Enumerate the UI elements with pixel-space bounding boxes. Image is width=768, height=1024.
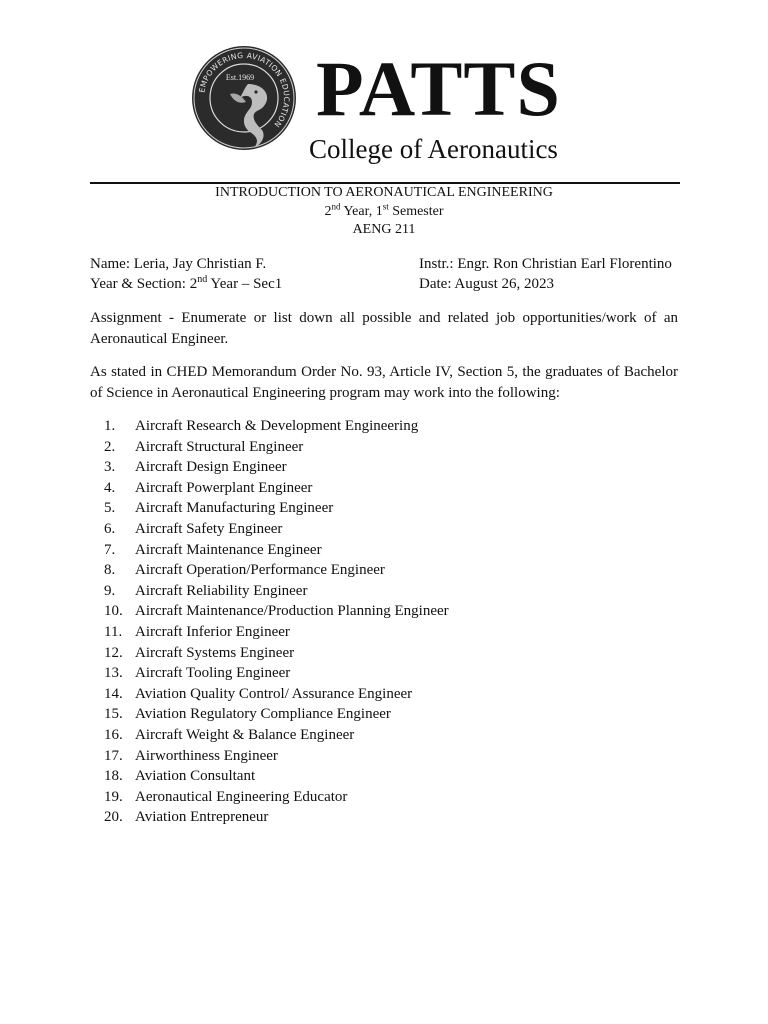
list-item-number: 19. xyxy=(104,788,123,805)
seal-ring-text: EMPOWERING AVIATION EDUCATION xyxy=(197,50,292,130)
list-item xyxy=(104,622,449,643)
list-item xyxy=(104,498,449,519)
course-year-semester: 2nd Year, 1st Semester xyxy=(324,201,444,219)
instructor-name: Instr.: Engr. Ron Christian Earl Florentino xyxy=(419,256,672,272)
list-item-text: Aircraft Maintenance/Production Planning Engineer xyxy=(135,603,449,620)
list-item-number: 11. xyxy=(104,623,123,640)
college-seal-logo xyxy=(190,44,298,152)
list-item xyxy=(104,478,449,499)
intro-paragraph: As stated in CHED Memorandum Order No. 93, Article IV, Section 5, the graduates of Bachelor of Science in Aeronautical Engineering program may work into the following: xyxy=(90,364,678,401)
list-item-text: Aircraft Structural Engineer xyxy=(135,438,304,455)
list-item-number: 7. xyxy=(104,541,116,558)
list-item xyxy=(104,704,449,725)
list-item-number: 8. xyxy=(104,562,116,579)
list-item-number: 15. xyxy=(104,706,123,723)
brand-title: PATTS xyxy=(316,45,561,132)
list-item-text: Aviation Entrepreneur xyxy=(135,809,269,826)
list-item-text: Aircraft Manufacturing Engineer xyxy=(135,500,334,517)
list-item xyxy=(104,746,449,767)
list-item-text: Aircraft Operation/Performance Engineer xyxy=(135,562,385,579)
list-item xyxy=(104,725,449,746)
list-item xyxy=(104,437,449,458)
list-item-text: Aviation Quality Control/ Assurance Engineer xyxy=(135,685,413,702)
list-item-number: 6. xyxy=(104,520,116,537)
list-item-number: 1. xyxy=(104,418,116,434)
job-opportunity-list xyxy=(104,416,449,828)
list-item-text: Airworthiness Engineer xyxy=(135,747,278,764)
list-item xyxy=(104,684,449,705)
submission-date: Date: August 26, 2023 xyxy=(419,276,554,292)
list-item-text: Aircraft Tooling Engineer xyxy=(135,665,291,682)
list-item-number: 16. xyxy=(104,726,123,743)
list-item xyxy=(104,663,449,684)
list-item-number: 3. xyxy=(104,459,116,476)
list-item xyxy=(104,540,449,561)
year-section: Year & Section: 2nd Year – Sec1 xyxy=(90,274,283,292)
course-title: INTRODUCTION TO AERONAUTICAL ENGINEERING xyxy=(215,185,553,200)
list-item xyxy=(104,601,449,622)
document-header xyxy=(0,0,768,190)
seal-est-text: Est.1969 xyxy=(225,73,255,82)
list-item xyxy=(104,787,449,808)
list-item-number: 9. xyxy=(104,582,116,599)
list-item-text: Aviation Consultant xyxy=(135,768,256,785)
list-item-number: 12. xyxy=(104,644,123,661)
list-item xyxy=(104,643,449,664)
list-item-number: 18. xyxy=(104,768,123,785)
list-item-text: Aircraft Systems Engineer xyxy=(135,644,295,661)
list-item xyxy=(104,519,449,540)
list-item-text: Aircraft Safety Engineer xyxy=(135,520,283,537)
list-item xyxy=(104,560,449,581)
header-divider xyxy=(90,182,680,184)
list-item-number: 2. xyxy=(104,438,116,455)
list-item-text: Aircraft Maintenance Engineer xyxy=(135,541,322,558)
brand-subtitle: College of Aeronautics xyxy=(309,134,558,164)
list-item-text: Aviation Regulatory Compliance Engineer xyxy=(135,706,391,723)
list-item-number: 14. xyxy=(104,685,123,702)
list-item-text: Aeronautical Engineering Educator xyxy=(135,788,348,805)
list-item-number: 5. xyxy=(104,500,116,517)
list-item-number: 4. xyxy=(104,479,116,496)
list-item xyxy=(104,581,449,602)
list-item-text: Aircraft Reliability Engineer xyxy=(135,582,308,599)
student-name: Name: Leria, Jay Christian F. xyxy=(90,256,267,272)
list-item-text: Aircraft Powerplant Engineer xyxy=(135,479,313,496)
list-item-number: 13. xyxy=(104,665,123,682)
list-item xyxy=(104,807,449,828)
list-item-text: Aircraft Research & Development Engineering xyxy=(135,418,419,434)
assignment-text: Assignment - Enumerate or list down all possible and related job opportunities/work of an Aeronautical Engineer. xyxy=(90,310,678,347)
list-item xyxy=(104,766,449,787)
list-item-text: Aircraft Design Engineer xyxy=(135,459,287,476)
list-item-number: 20. xyxy=(104,809,123,826)
list-item-text: Aircraft Inferior Engineer xyxy=(135,623,290,640)
list-item-text: Aircraft Weight & Balance Engineer xyxy=(135,726,355,743)
course-code: AENG 211 xyxy=(352,222,416,237)
list-item xyxy=(104,457,449,478)
list-item xyxy=(104,416,449,437)
list-item-number: 10. xyxy=(104,603,123,620)
list-item-number: 17. xyxy=(104,747,123,764)
